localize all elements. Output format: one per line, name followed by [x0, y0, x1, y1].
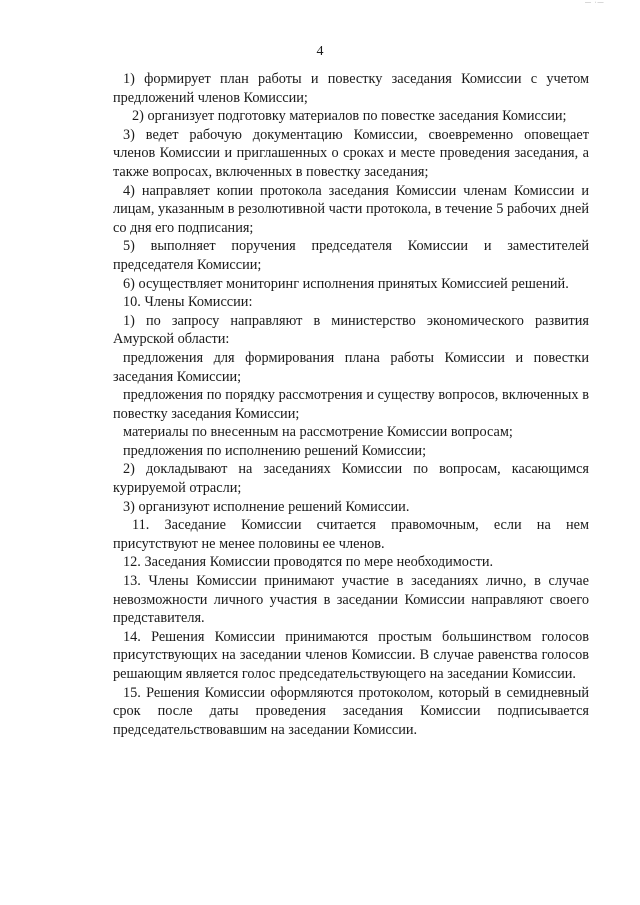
scan-mark: — ·— — [585, 0, 605, 6]
paragraph-proposals-execution: предложения по исполнению решений Комиссии; — [123, 442, 427, 459]
paragraph-members-2: 2) докладывают на заседаниях Комиссии по вопросам, касающимся курируемой отрасли; — [113, 461, 589, 497]
paragraph-duty-3: 3) ведет рабочую документацию Комиссии, своевременно оповещает членов Комиссии и приглашенных о сроках и месте проведения заседания, а также вопросах, включенных в повестку заседания; — [113, 126, 589, 180]
paragraph-section-11: 11. Заседание Комиссии считается правомочным, если на нем присутствуют не менее половины ее членов. — [113, 517, 589, 552]
paragraph-members-3: 3) организуют исполнение решений Комиссии. — [123, 498, 410, 515]
paragraph-duty-1: 1) формирует план работы и повестку заседания Комиссии с учетом предложений членов Комиссии; — [113, 71, 589, 106]
paragraph-members-1: 1) по запросу направляют в министерство экономического развития Амурской области: — [113, 312, 589, 348]
paragraph-duty-2: 2) организует подготовку материалов по повестке заседания Комиссии; — [132, 108, 567, 125]
page-number: 4 — [316, 44, 324, 59]
paragraph-proposals-order: предложения по порядку рассмотрения и существу вопросов, включенных в повестку заседания Комиссии; — [113, 387, 589, 422]
document-body — [113, 70, 589, 739]
paragraph-duty-6: 6) осуществляет мониторинг исполнения принятых Комиссией решений. — [123, 275, 569, 292]
paragraph-section-12: 12. Заседания Комиссии проводятся по мере необходимости. — [123, 554, 494, 571]
paragraph-materials: материалы по внесенным на рассмотрение Комиссии вопросам; — [123, 424, 513, 441]
paragraph-section-14: 14. Решения Комиссии принимаются простым большинством голосов присутствующих на заседании членов Комиссии. В случае равенства голосов решающим является голос председательствующего на заседании Комиссии. — [113, 628, 589, 682]
paragraph-section-10: 10. Члены Комиссии: — [123, 294, 253, 311]
paragraph-duty-4: 4) направляет копии протокола заседания Комиссии членам Комиссии и лицам, указанным в резолютивной части протокола, в течение 5 рабочих дней со дня его подписания; — [113, 182, 589, 236]
paragraph-proposals-plan: предложения для формирования плана работы Комиссии и повестки заседания Комиссии; — [113, 349, 589, 385]
paragraph-section-15: 15. Решения Комиссии оформляются протоколом, который в семидневный срок после даты проведения заседания Комиссии подписывается председательствовавшим на заседании Комиссии. — [113, 684, 589, 738]
paragraph-section-13: 13. Члены Комиссии принимают участие в заседаниях лично, в случае невозможности личного участия в заседании Комиссии направляют своего представителя. — [113, 573, 589, 627]
paragraph-duty-5: 5) выполняет поручения председателя Комиссии и заместителей председателя Комиссии; — [113, 238, 589, 273]
